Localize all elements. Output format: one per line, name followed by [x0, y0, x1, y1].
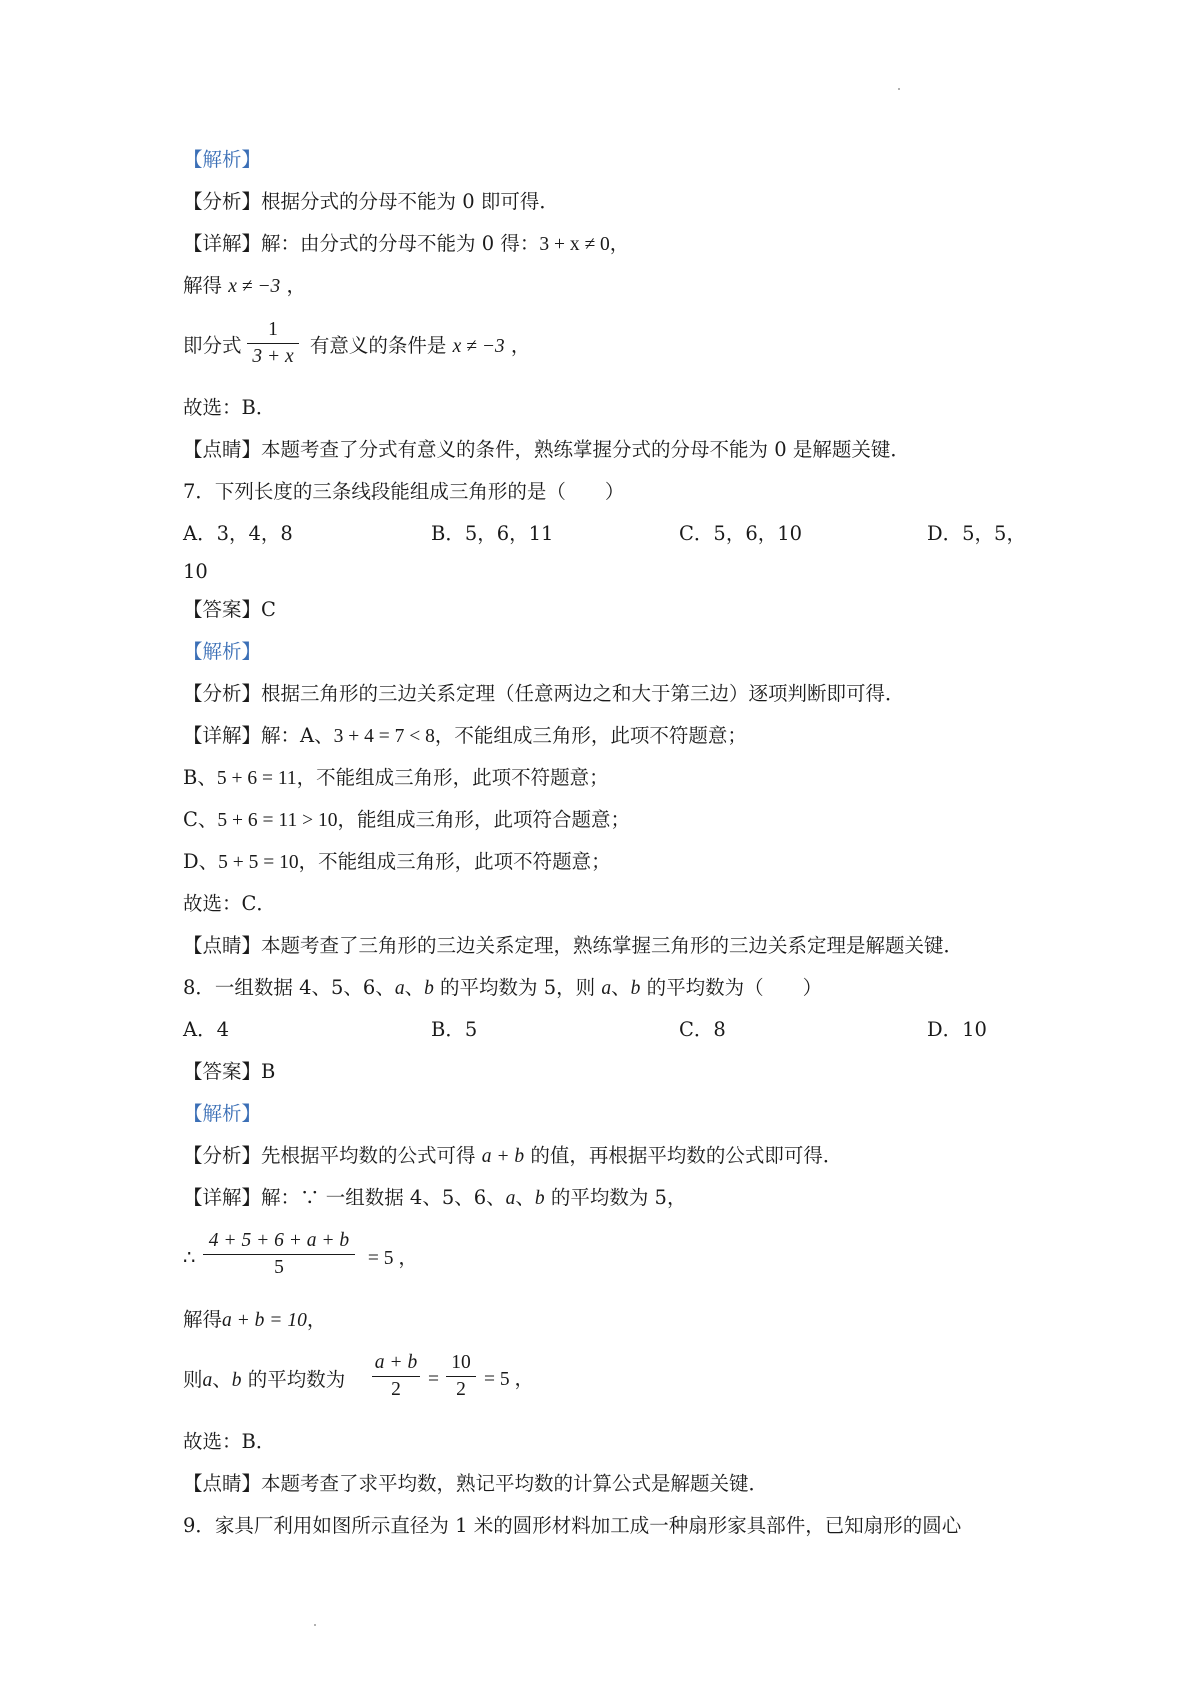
q8-answer: 【答案】B [183, 1060, 276, 1083]
q7-option-a: A．3，4，8 [183, 522, 293, 545]
dianjing-line: 【点睛】本题考查了分式有意义的条件，熟练掌握分式的分母不能为 0 是解题关键． [183, 438, 910, 461]
equals-sign: = [428, 1369, 439, 1390]
fraction-10-over-2: 10 2 [446, 1350, 476, 1403]
q8-option-b: B．5 [431, 1018, 478, 1041]
q7-c-line: C、5 + 6 = 11 > 10，能组成三角形，此项符合题意； [183, 808, 630, 831]
q7-jiexi-heading: 【解析】 [183, 640, 262, 663]
q7-answer: 【答案】C [183, 598, 276, 621]
q8-option-a: A．4 [183, 1018, 229, 1041]
fenxi-tag: 【分析】 [183, 190, 262, 213]
q7-option-d-wrap: 10 [183, 560, 208, 583]
q8-option-c: C．8 [679, 1018, 726, 1041]
q8-dianjing-line: 【点睛】本题考查了求平均数，熟记平均数的计算公式是解题关键． [183, 1472, 769, 1495]
fraction-a-plus-b-over-2: a + b 2 [372, 1350, 420, 1403]
q7-d-line: D、5 + 5 = 10，不能组成三角形，此项不符题意； [183, 850, 611, 873]
q7-guxuan-line: 故选：C． [183, 892, 276, 915]
question-7: 7．下列长度的三条线段能组成三角形的是（ ） [183, 480, 625, 503]
scan-speck [898, 88, 900, 90]
q7-fenxi-line: 【分析】根据三角形的三边关系定理（任意两边之和大于第三边）逐项判断即可得． [183, 682, 905, 705]
fenxi-line [183, 188, 559, 216]
q7-b-line: B、5 + 6 = 11，不能组成三角形，此项不符题意； [183, 766, 609, 789]
fraction-sum-over-5: 4 + 5 + 6 + a + b 5 [203, 1228, 355, 1281]
scan-speck [314, 1624, 316, 1626]
q8-jiede-line: 解得a + b = 10， [183, 1308, 327, 1331]
q8-xiangjie-line: 【详解】解：∵ 一组数据 4、5、6、a、b 的平均数为 5， [183, 1186, 687, 1209]
jiexi-heading: 【解析】 [183, 148, 262, 171]
question-8: 8．一组数据 4、5、6、a、b 的平均数为 5，则 a、b 的平均数为（ ） [183, 976, 823, 999]
q8-fenxi-line: 【分析】先根据平均数的公式可得 a + b 的值，再根据平均数的公式即可得． [183, 1144, 843, 1167]
q8-jiexi-heading: 【解析】 [183, 1102, 262, 1125]
fenxi-text: 根据分式的分母不能为 0 即可得． [261, 190, 559, 213]
q7-xiangjie-a-line: 【详解】解：A、3 + 4 = 7 < 8，不能组成三角形，此项不符题意； [183, 724, 747, 747]
xiangjie-line: 【详解】解：由分式的分母不能为 0 得：3 + x ≠ 0， [183, 232, 630, 255]
jiede-line: 解得 x ≠ −3 ， [183, 274, 306, 297]
q7-option-c: C．5，6，10 [679, 522, 803, 545]
question-9: 9．家具厂利用如图所示直径为 1 米的圆形材料加工成一种扇形家具部件，已知扇形的圆心 [183, 1514, 962, 1537]
q8-guxuan-line: 故选：B． [183, 1430, 276, 1453]
q8-option-d: D．10 [927, 1018, 987, 1041]
fraction-condition-line: 即分式 有意义的条件是 x ≠ −3 ， [183, 334, 531, 357]
q7-dianjing-line: 【点睛】本题考查了三角形的三边关系定理，熟练掌握三角形的三边关系定理是解题关键． [183, 934, 964, 957]
q8-therefore-line: ∴ = 5 ， [183, 1248, 418, 1269]
guxuan-line: 故选：B． [183, 396, 276, 419]
q8-average-line: 则a、b 的平均数为 [183, 1368, 346, 1391]
average-result: = 5 ， [484, 1369, 534, 1390]
fraction-1-over-3-plus-x: 1 3 + x [247, 317, 299, 370]
q7-option-d: D．5，5， [927, 522, 1026, 545]
q7-option-b: B．5，6，11 [431, 522, 554, 545]
